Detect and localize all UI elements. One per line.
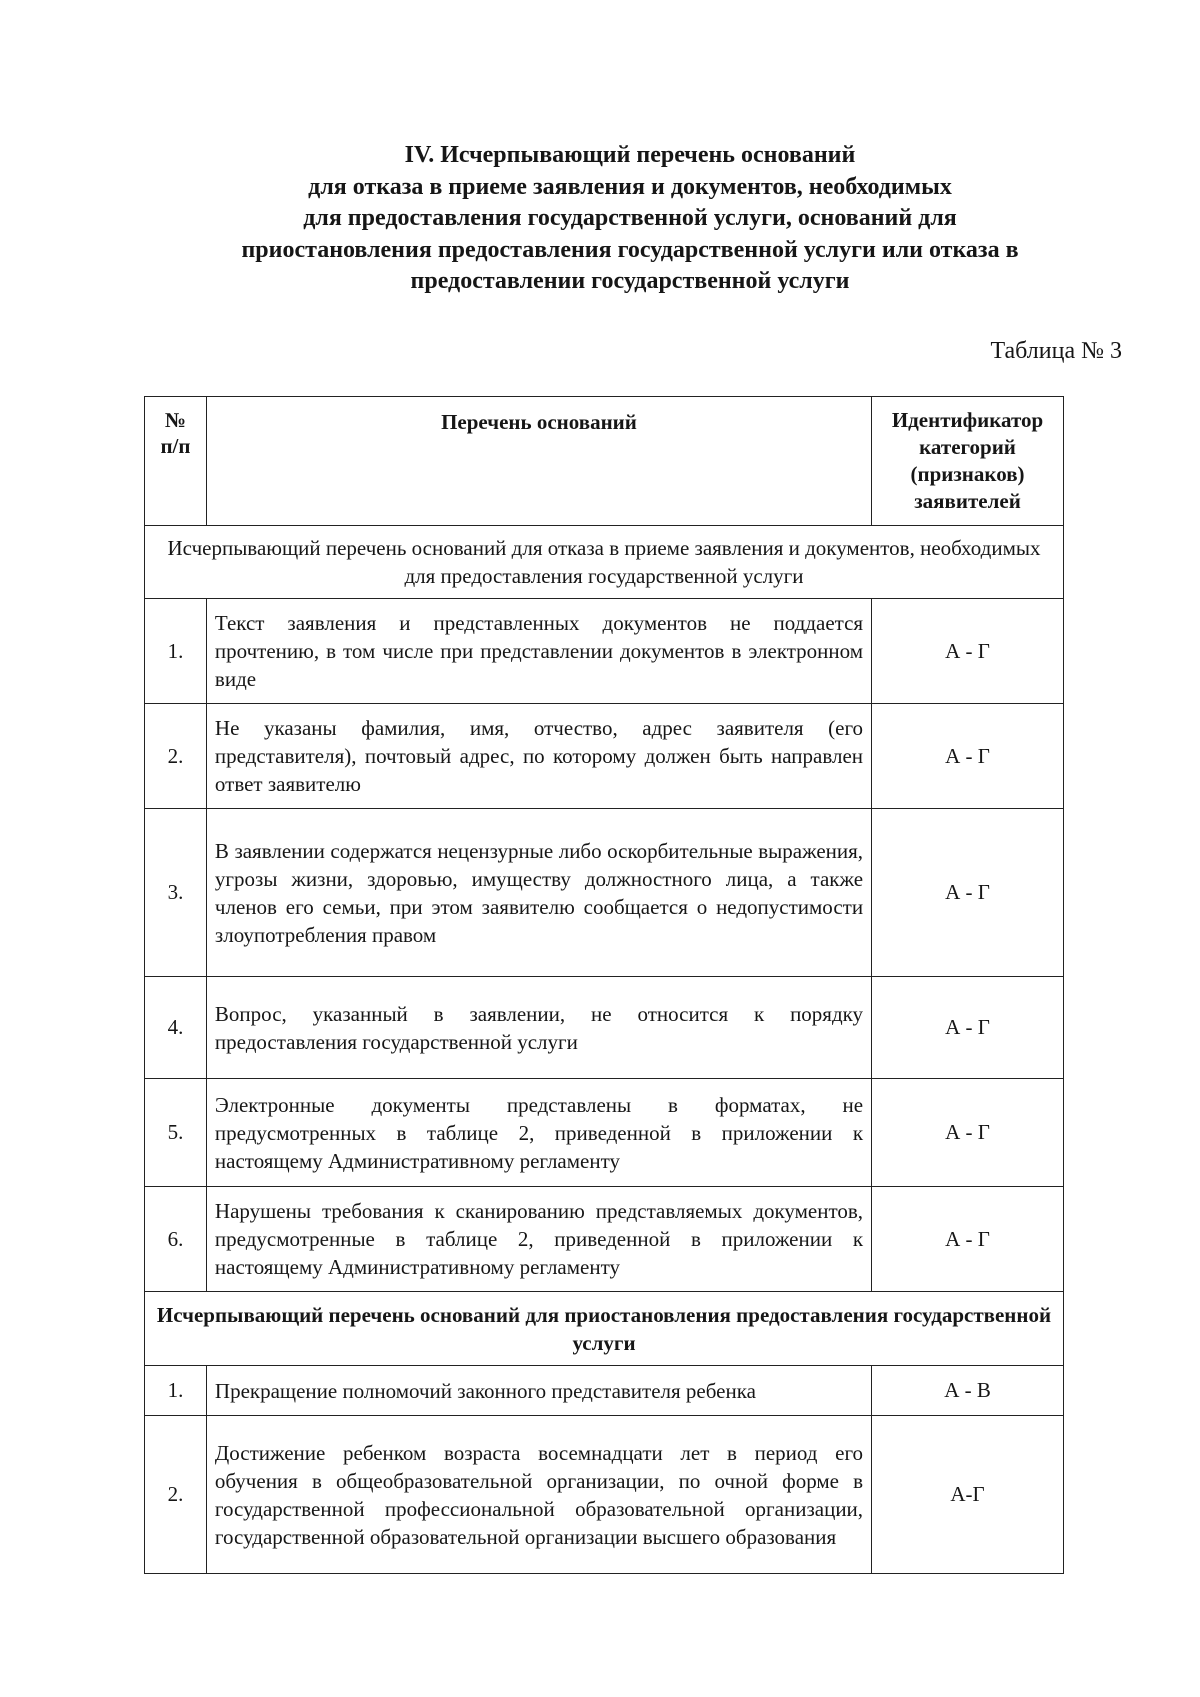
heading-line: предоставлении государственной услуги (410, 268, 850, 294)
table-row (145, 977, 1064, 1079)
row-description: Не указаны фамилия, имя, отчество, адрес заявителя (его представителя), почтовый адрес, по которому должен быть направлен ответ заявителю (206, 704, 871, 809)
header-num-cell (145, 397, 207, 526)
header-identifier-line: Идентификатор (891, 408, 1044, 432)
row-number: 1. (145, 599, 207, 704)
row-description: Электронные документы представлены в форматах, не предусмотренных в таблице 2, приведенной в приложении к настоящему Административному регламенту (206, 1079, 871, 1187)
row-description: В заявлении содержатся нецензурные либо оскорбительные выражения, угрозы жизни, здоровью, имуществу должностного лица, а также членов его семьи, при этом заявителю сообщается о недопустимости злоупотребления правом (206, 809, 871, 977)
grounds-table (144, 396, 1064, 1574)
table-row (145, 809, 1064, 977)
section-title-row (145, 526, 1064, 599)
header-identifier-line: заявителей (914, 489, 1021, 513)
row-description: Достижение ребенком возраста восемнадцати лет в период его обучения в общеобразовательной организации, по очной форме в государственной профессиональной образовательной организации, государственной образовательной организации высшего образования (206, 1416, 871, 1574)
heading-line: приостановления предоставления государственной услуги или отказа в (241, 236, 1019, 263)
row-identifier: А - Г (872, 809, 1064, 977)
table-row (145, 704, 1064, 809)
row-description: Прекращение полномочий законного представителя ребенка (206, 1366, 871, 1416)
section-title-row (145, 1292, 1064, 1366)
row-number: 2. (145, 1416, 207, 1574)
row-identifier: А-Г (872, 1416, 1064, 1574)
header-identifier-line: (признаков) (910, 462, 1025, 486)
heading-line: IV. Исчерпывающий перечень оснований (404, 142, 856, 168)
heading-line: для предоставления государственной услуги, оснований для (303, 205, 957, 231)
row-identifier: А - Г (872, 1187, 1064, 1292)
table-row (145, 1366, 1064, 1416)
row-identifier: А - Г (872, 704, 1064, 809)
header-num-symbol: № (164, 408, 187, 432)
row-number: 5. (145, 1079, 207, 1187)
table-row (145, 1187, 1064, 1292)
section-title-refusal: Исчерпывающий перечень оснований для отказа в приеме заявления и документов, необходимых для предоставления государственной услуги (145, 526, 1064, 599)
header-identifier-line: категорий (919, 435, 1016, 459)
section-title-suspension: Исчерпывающий перечень оснований для приостановления предоставления государственной услуги (145, 1292, 1064, 1366)
table-header-row (145, 397, 1064, 526)
header-num-abbrev: п/п (160, 434, 191, 458)
heading-line: для отказа в приеме заявления и документов, необходимых (308, 173, 952, 200)
table-row (145, 1079, 1064, 1187)
table-row (145, 599, 1064, 704)
row-number: 1. (145, 1366, 207, 1416)
row-description: Вопрос, указанный в заявлении, не относится к порядку предоставления государственной услуги (206, 977, 871, 1079)
row-number: 2. (145, 704, 207, 809)
table-row (145, 1416, 1064, 1574)
section-heading (130, 140, 1130, 298)
row-number: 6. (145, 1187, 207, 1292)
row-identifier: А - В (872, 1366, 1064, 1416)
row-number: 3. (145, 809, 207, 977)
header-description-cell: Перечень оснований (206, 397, 871, 526)
row-identifier: А - Г (872, 599, 1064, 704)
row-description: Нарушены требования к сканированию представляемых документов, предусмотренные в таблице 2, приведенной в приложении к настоящему Административному регламенту (206, 1187, 871, 1292)
header-identifier-cell (872, 397, 1064, 526)
table-label: Таблица № 3 (990, 338, 1122, 364)
row-identifier: А - Г (872, 977, 1064, 1079)
row-identifier: А - Г (872, 1079, 1064, 1187)
row-number: 4. (145, 977, 207, 1079)
row-description: Текст заявления и представленных документов не поддается прочтению, в том числе при представлении документов в электронном виде (206, 599, 871, 704)
